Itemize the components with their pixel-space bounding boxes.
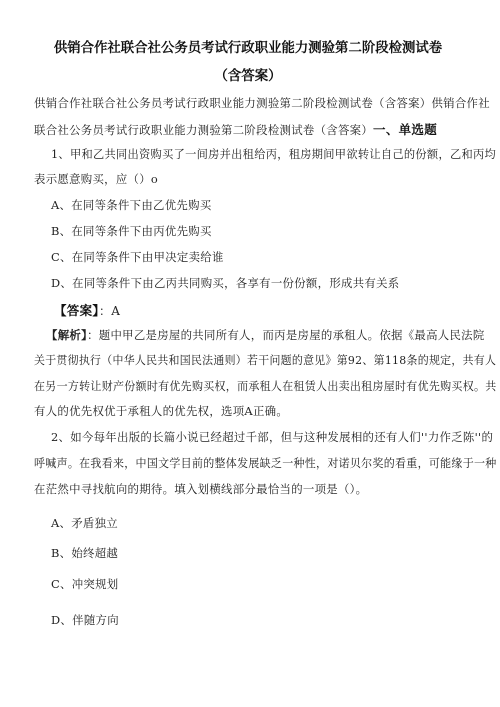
q2-option-d: D、伴随方向 xyxy=(51,613,119,627)
q1-analysis-line-2: 关于贯彻执行（中华人民共和国民法通则）若干问题的意见》第92、第118条的规定，共有人 xyxy=(34,353,497,367)
q2-stem-line-2: 呼喊声。在我看来，中国文学目前的整体发展缺乏一种性，对诺贝尔奖的看重，可能缘于一种 xyxy=(34,456,497,470)
q2-stem-line-1: 2、如今每年出版的长篇小说已经超过千部，但与这种发展相的还有人们''力作乏陈''的 xyxy=(51,430,494,444)
q2-option-c: C、冲突规划 xyxy=(51,577,119,591)
q2-option-b: B、始终超越 xyxy=(51,546,119,560)
q1-analysis-line-4: 有人的优先权优于承租人的优先权，选项A正确。 xyxy=(34,404,289,418)
intro-line-2 xyxy=(34,120,437,138)
intro-line-2-text: 联合社公务员考试行政职业能力测验第二阶段检测试卷（含答案） xyxy=(34,123,374,137)
q1-stem-line-1: 1、甲和乙共同出资购买了一间房并出租给丙，租房期间甲欲转让自己的份额，乙和丙均 xyxy=(51,147,497,161)
analysis-text-1: ：题中甲乙是房屋的共同所有人，而丙是房屋的承租人。依据《最高人民法院 xyxy=(87,328,485,342)
document-title: 供销合作社联合社公务员考试行政职业能力测验第二阶段检测试卷 xyxy=(53,40,443,56)
intro-line-1: 供销合作社联合社公务员考试行政职业能力测验第二阶段检测试卷（含答案）供销合作社 xyxy=(34,96,490,110)
q1-answer xyxy=(54,301,120,319)
q2-option-a: A、矛盾独立 xyxy=(51,516,118,530)
q2-stem-line-3: 在茫然中寻找航向的期待。填入划横线部分最恰当的一项是（）。 xyxy=(34,482,368,496)
q1-stem-line-2: 表示愿意购买，应（）o xyxy=(34,172,159,186)
q1-option-b: B、在同等条件下由丙优先购买 xyxy=(51,224,212,238)
answer-value: ：A xyxy=(98,304,121,318)
q1-option-d: D、在同等条件下由乙丙共同购买，各享有一份份额，形成共有关系 xyxy=(51,276,400,290)
q1-option-a: A、在同等条件下由乙优先购买 xyxy=(51,198,212,212)
document-subtitle: （含答案） xyxy=(214,68,282,84)
q1-option-c: C、在同等条件下由甲决定卖给谁 xyxy=(51,250,224,264)
section-heading: 一、单选题 xyxy=(373,122,438,137)
q1-analysis-line-3: 在另一方转让财产份额时有优先购买权，而承租人在租赁人出卖出租房屋时有优先购买权。共 xyxy=(34,379,497,393)
analysis-label: 【解析】 xyxy=(46,328,88,342)
answer-label: 【答案】 xyxy=(54,303,99,318)
q1-analysis-line-1 xyxy=(46,327,485,343)
